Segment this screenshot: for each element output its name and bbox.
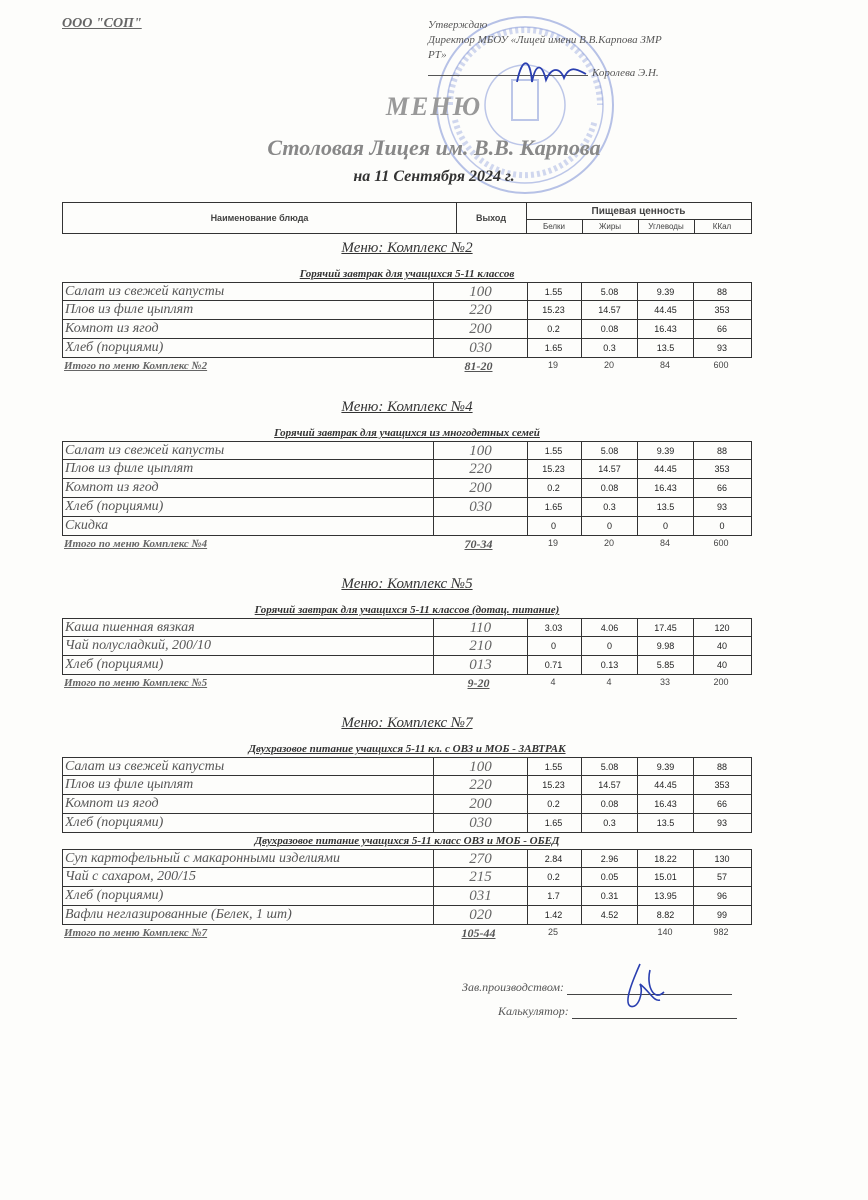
table-row [62,757,752,776]
kcal-value: 57 [716,872,727,882]
menu-section [62,397,752,554]
proteins-value: 1.7 [526,887,582,905]
manager-signature [610,962,670,1012]
approval-line-1: Утверждаю [428,19,488,31]
dish-name: Салат из свежей капусты [65,284,225,299]
table-row [62,320,752,339]
proteins-value: 0.2 [526,320,582,338]
dish-output: 100 [433,283,528,301]
canteen-name: Столовая Лицея им. В.В. Карпова [267,135,601,160]
fats-value: 4.06 [582,619,638,637]
dish-output: 200 [433,479,528,497]
dish-name: Плов из филе цыплят [65,302,194,317]
page-title: МЕНЮ [385,92,483,121]
proteins-value: 15.23 [526,776,582,794]
total-label: Итого по меню Комплекс №5 [64,677,208,689]
fats-value: 0 [582,517,638,535]
menu-section [62,713,752,943]
dish-name: Компот из ягод [65,321,159,336]
header-nutrition: Пищевая ценность [526,203,751,220]
table-header [62,202,752,234]
proteins-value: 3.03 [526,619,582,637]
kcal-value: 40 [716,660,727,670]
dish-output: 030 [433,339,528,357]
production-label: Зав.производством: [462,980,565,994]
carbs-value: 5.85 [638,656,694,674]
dish-output: 100 [433,758,528,776]
approval-name: Королева Э.Н. [592,67,659,79]
section-subtitle: Двухразовое питание учащихся 5-11 класс ОВЗ и МОБ - ОБЕД [254,835,560,847]
proteins-value: 1.55 [526,758,582,776]
organization-name: ООО "СОП" [62,16,142,31]
header-output: Выход [456,203,527,233]
table-row [62,656,752,675]
header-kcal: ККал [712,222,732,231]
total-carbs: 33 [659,677,670,687]
proteins-value: 0 [526,517,582,535]
dish-output: 110 [433,619,528,637]
kcal-value: 96 [716,891,727,901]
kcal-value: 93 [716,502,727,512]
fats-value: 0.13 [582,656,638,674]
fats-value: 5.08 [582,758,638,776]
table-row [62,301,752,320]
dish-output: 220 [433,301,528,319]
carbs-value: 13.5 [638,814,694,832]
carbs-value: 13.5 [638,339,694,357]
dish-output: 220 [433,776,528,794]
kcal-value: 353 [714,780,730,790]
total-kcal: 600 [713,360,729,370]
proteins-value: 15.23 [526,301,582,319]
carbs-value: 44.45 [638,776,694,794]
section-title: Меню: Комплекс №4 [341,399,473,415]
section-subtitle: Горячий завтрак для учащихся 5-11 классов [299,268,515,280]
dish-name: Чай полусладкий, 200/10 [65,638,211,653]
table-row [62,795,752,814]
fats-value: 14.57 [582,460,638,478]
section-total [62,675,752,693]
dish-name: Хлеб (порциями) [65,657,164,672]
total-carbs: 84 [659,360,670,370]
header-proteins: Белки [526,220,583,233]
section-subtitle: Горячий завтрак для учащихся из многодетных семей [274,427,540,439]
dish-name: Каша пшенная вязкая [65,620,195,635]
table-row [62,339,752,358]
proteins-value: 0.2 [526,868,582,886]
fats-value: 0.3 [582,814,638,832]
total-output: 105-44 [461,926,496,940]
carbs-value: 18.22 [638,850,694,868]
fats-value: 4.52 [582,906,638,924]
fats-value: 0.08 [582,479,638,497]
carbs-value: 13.95 [638,887,694,905]
director-signature [512,52,592,92]
total-label: Итого по меню Комплекс №4 [64,538,208,550]
fats-value: 0.05 [582,868,638,886]
dish-output: 031 [433,887,528,905]
fats-value: 14.57 [582,301,638,319]
header-dish-name: Наименование блюда [63,203,457,233]
proteins-value: 1.65 [526,498,582,516]
carbs-value: 9.39 [638,283,694,301]
carbs-value: 44.45 [638,301,694,319]
fats-value: 0.3 [582,498,638,516]
kcal-value: 353 [714,305,730,315]
total-output: 9-20 [467,676,490,690]
dish-output: 100 [433,442,528,460]
dish-output: 200 [433,795,528,813]
total-carbs: 84 [659,538,670,548]
approval-line-2: Директор МБОУ «Лицей имени В.В.Карпова ЗМР [428,34,662,46]
fats-value: 0.3 [582,339,638,357]
dish-name: Чай с сахаром, 200/15 [65,869,197,884]
proteins-value: 2.84 [526,850,582,868]
table-row [62,282,752,301]
kcal-value: 66 [716,324,727,334]
fats-value: 5.08 [582,283,638,301]
dish-name: Хлеб (порциями) [65,499,164,514]
total-proteins: 4 [550,677,556,687]
kcal-value: 66 [716,799,727,809]
table-row [62,849,752,868]
calculator-label: Калькулятор: [498,1004,569,1018]
total-proteins: 19 [547,538,558,548]
total-kcal: 200 [713,677,729,687]
kcal-value: 88 [716,287,727,297]
dish-output: 220 [433,460,528,478]
kcal-value: 88 [716,446,727,456]
fats-value: 0 [582,637,638,655]
dish-output: 210 [433,637,528,655]
fats-value: 2.96 [582,850,638,868]
carbs-value: 13.5 [638,498,694,516]
total-fats: 20 [603,538,614,548]
total-label: Итого по меню Комплекс №7 [64,927,208,939]
header-carbs: Углеводы [638,220,695,233]
dish-name: Скидка [65,518,109,533]
proteins-value: 0.2 [526,795,582,813]
menu-section [62,238,752,376]
dish-output: 020 [433,906,528,924]
dish-name: Хлеб (порциями) [65,815,164,830]
total-kcal: 600 [713,538,729,548]
dish-output [433,517,528,535]
table-row [62,498,752,517]
total-kcal: 982 [713,927,729,937]
dish-name: Салат из свежей капусты [65,759,225,774]
dish-name: Компот из ягод [65,796,159,811]
production-manager-line [462,980,732,995]
kcal-value: 0 [719,521,725,531]
section-total [62,358,752,376]
total-output: 81-20 [464,359,493,373]
carbs-value: 0 [638,517,694,535]
carbs-value: 9.39 [638,442,694,460]
table-row [62,776,752,795]
fats-value: 0.08 [582,320,638,338]
table-row [62,637,752,656]
table-row [62,517,752,536]
proteins-value: 1.55 [526,442,582,460]
section-title: Меню: Комплекс №7 [341,715,473,731]
carbs-value: 17.45 [638,619,694,637]
dish-output: 215 [433,868,528,886]
total-proteins: 25 [547,927,558,937]
fats-value: 5.08 [582,442,638,460]
proteins-value: 0 [526,637,582,655]
section-total [62,925,752,943]
fats-value: 0.31 [582,887,638,905]
dish-output: 030 [433,498,528,516]
kcal-value: 88 [716,762,727,772]
kcal-value: 93 [716,818,727,828]
kcal-value: 99 [716,910,727,920]
total-fats: 4 [606,677,612,687]
kcal-value: 40 [716,641,727,651]
carbs-value: 8.82 [638,906,694,924]
dish-output: 200 [433,320,528,338]
dish-name: Плов из филе цыплят [65,777,194,792]
table-row [62,618,752,637]
carbs-value: 9.98 [638,637,694,655]
proteins-value: 0.71 [526,656,582,674]
carbs-value: 44.45 [638,460,694,478]
menu-date: на 11 Сентября 2024 г. [353,168,515,185]
proteins-value: 0.2 [526,479,582,497]
table-row [62,868,752,887]
dish-output: 030 [433,814,528,832]
table-row [62,460,752,479]
dish-name: Вафли неглазированные (Белек, 1 шт) [65,907,292,922]
proteins-value: 15.23 [526,460,582,478]
carbs-value: 16.43 [638,320,694,338]
section-title: Меню: Комплекс №2 [341,240,473,256]
section-subtitle: Горячий завтрак для учащихся 5-11 классов (дотац. питание) [254,604,560,616]
section-title: Меню: Комплекс №5 [341,576,473,592]
table-row [62,887,752,906]
table-row [62,441,752,460]
dish-output: 270 [433,850,528,868]
table-row [62,814,752,833]
kcal-value: 353 [714,464,730,474]
total-fats: 20 [603,360,614,370]
proteins-value: 1.65 [526,814,582,832]
dish-name: Салат из свежей капусты [65,443,225,458]
fats-value: 14.57 [582,776,638,794]
section-total [62,536,752,554]
dish-output: 013 [433,656,528,674]
carbs-value: 16.43 [638,479,694,497]
approval-line-3: РТ» [428,49,447,61]
proteins-value: 1.55 [526,283,582,301]
kcal-value: 93 [716,343,727,353]
dish-name: Плов из филе цыплят [65,461,194,476]
carbs-value: 16.43 [638,795,694,813]
section-subtitle: Двухразовое питание учащихся 5-11 кл. с ОВЗ и МОБ - ЗАВТРАК [248,743,566,755]
proteins-value: 1.65 [526,339,582,357]
fats-value: 0.08 [582,795,638,813]
dish-name: Хлеб (порциями) [65,340,164,355]
kcal-value: 66 [716,483,727,493]
total-label: Итого по меню Комплекс №2 [64,360,208,372]
proteins-value: 1.42 [526,906,582,924]
header-fats: Жиры [582,220,639,233]
total-output: 70-34 [464,537,493,551]
total-carbs: 140 [657,927,673,937]
table-row [62,479,752,498]
dish-name: Суп картофельный с макаронными изделиями [65,851,340,866]
dish-name: Компот из ягод [65,480,159,495]
dish-name: Хлеб (порциями) [65,888,164,903]
carbs-value: 15.01 [638,868,694,886]
table-row [62,906,752,925]
kcal-value: 130 [714,854,730,864]
total-proteins: 19 [547,360,558,370]
menu-section [62,574,752,693]
carbs-value: 9.39 [638,758,694,776]
kcal-value: 120 [714,623,730,633]
